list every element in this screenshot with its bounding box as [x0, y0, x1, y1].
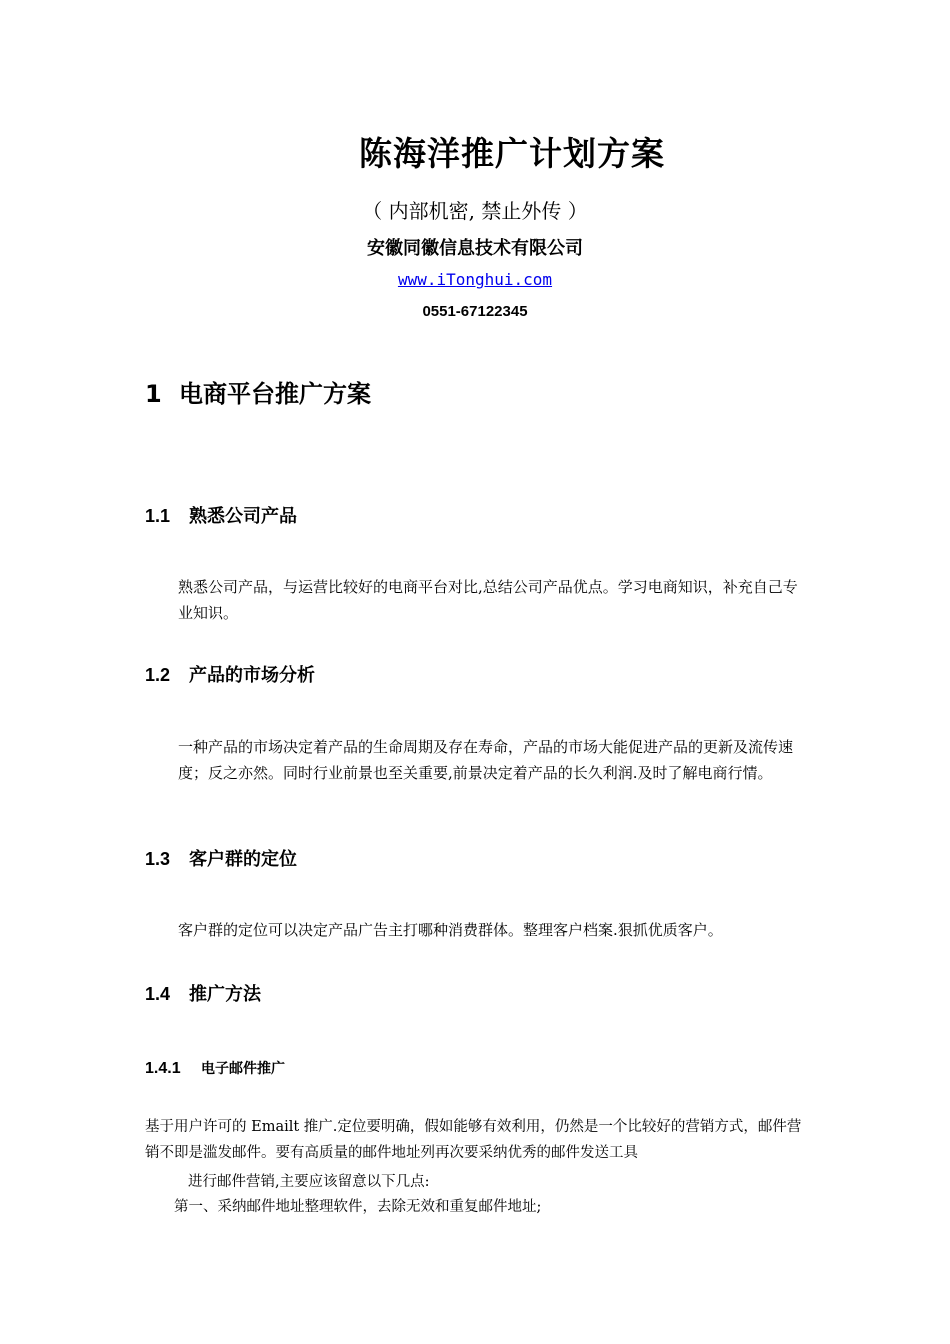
section-heading-1-4	[145, 980, 261, 1006]
company-name: 安徽同徽信息技术有限公司	[367, 238, 583, 259]
section-title: 熟悉公司产品	[189, 506, 297, 527]
body-line: 进行邮件营销,主要应该留意以下几点:	[188, 1174, 430, 1190]
section-body-1-1: 熟悉公司产品，与运营比较好的电商平台对比,总结公司产品优点。学习电商知识，补充自己专业知识。	[178, 578, 798, 622]
section-heading-1	[145, 374, 371, 409]
section-title: 产品的市场分析	[189, 665, 315, 686]
section-number: 1.2	[145, 665, 171, 685]
section-body-1-2: 一种产品的市场决定着产品的生命周期及存在寿命，产品的市场大能促进产品的更新及流传速度；反之亦然。同时行业前景也至关重要,前景决定着产品的长久利润.及时了解电商行情。	[178, 738, 794, 782]
section-heading-1-1	[145, 502, 297, 528]
section-number: 1.4.1	[145, 1060, 181, 1077]
section-body-1-4-1: 基于用户许可的 Emailt 推广.定位要明确，假如能够有效利用，仍然是一个比较好的营销方式，邮件营销不即是滥发邮件。要有高质量的邮件地址列再次要采纳优秀的邮件发送工具	[145, 1119, 802, 1161]
section-number: 1	[145, 380, 162, 408]
section-number: 1.1	[145, 506, 171, 526]
phone-number: 0551-67122345	[422, 303, 528, 320]
section-number: 1.3	[145, 849, 171, 869]
section-body-1-3: 客户群的定位可以决定产品广告主打哪种消费群体。整理客户档案.狠抓优质客户。	[178, 921, 723, 939]
section-title: 电子邮件推广	[201, 1061, 285, 1077]
section-heading-1-4-1	[145, 1058, 285, 1078]
section-title: 客户群的定位	[189, 849, 297, 870]
section-heading-1-3	[145, 845, 297, 871]
section-title: 推广方法	[189, 984, 261, 1005]
section-title: 电商平台推广方案	[179, 380, 371, 408]
section-number: 1.4	[145, 984, 171, 1004]
website-link[interactable]: www.iTonghui.com	[397, 270, 553, 289]
confidential-note: （ 内部机密, 禁止外传 ）	[362, 199, 588, 223]
body-line: 第一、采纳邮件地址整理软件，去除无效和重复邮件地址;	[174, 1199, 542, 1215]
section-heading-1-2	[145, 661, 315, 687]
document-title: 陈海洋推广计划方案	[359, 134, 665, 173]
